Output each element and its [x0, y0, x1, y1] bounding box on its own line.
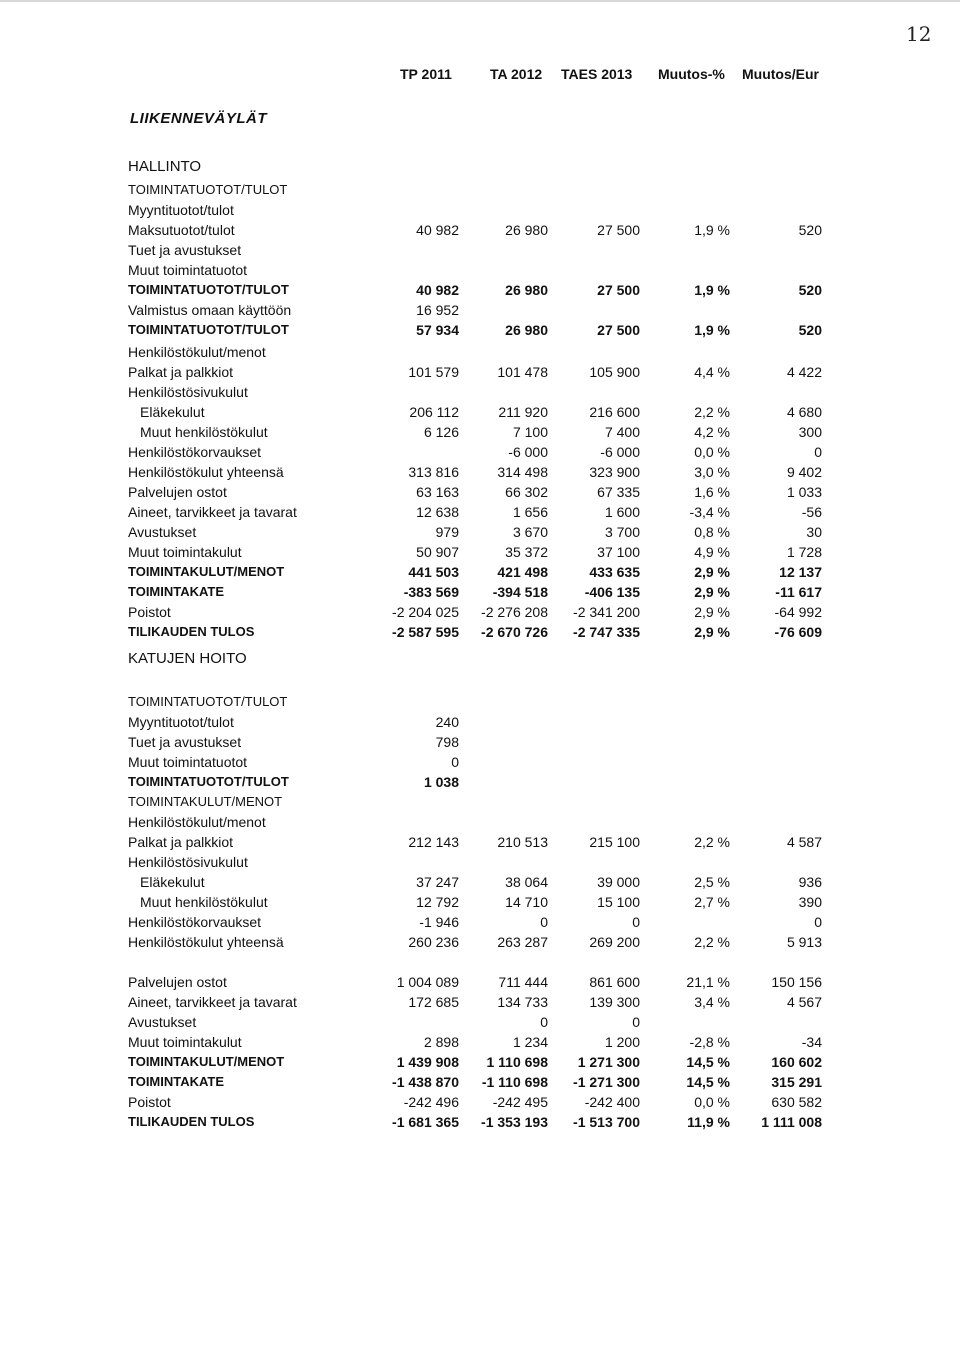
table-row	[0, 854, 960, 874]
row-value-col1: 7 100	[512, 424, 548, 440]
page-number-mark: 12	[906, 22, 932, 46]
row-value-col4: 520	[798, 322, 822, 338]
row-label: Henkilöstökulut/menot	[128, 814, 266, 830]
row-value-col1: 66 302	[505, 484, 548, 500]
table-row	[0, 302, 960, 322]
row-label: TOIMINTAKULUT/MENOT	[128, 564, 285, 579]
row-label: Muut toimintatuotot	[128, 754, 248, 770]
table-row	[0, 384, 960, 404]
row-value-col2: 39 000	[597, 874, 640, 890]
row-label: TILIKAUDEN TULOS	[128, 1114, 255, 1129]
row-value-col2: -2 341 200	[573, 604, 640, 620]
row-value-col3: 2,9 %	[694, 584, 730, 600]
document-title: LIIKENNEVÄYLÄT	[130, 110, 268, 127]
table-row	[0, 444, 960, 464]
row-label: Eläkekulut	[140, 404, 205, 420]
row-value-col3: 2,2 %	[694, 934, 730, 950]
row-value-col3: -2,8 %	[689, 1034, 730, 1050]
table-row	[0, 974, 960, 994]
row-value-col3: 21,1 %	[686, 974, 730, 990]
row-value-col4: -64 992	[774, 604, 822, 620]
row-value-col1: 134 733	[497, 994, 548, 1010]
row-value-col1: 0	[540, 1014, 548, 1030]
row-value-col2: 1 271 300	[577, 1054, 640, 1070]
row-value-col3: 4,2 %	[694, 424, 730, 440]
page-top-rule	[0, 0, 960, 2]
row-value-col4: 160 602	[771, 1054, 822, 1070]
row-value-col1: 26 980	[505, 322, 548, 338]
row-label: Muut toimintakulut	[128, 544, 242, 560]
row-value-col4: 630 582	[771, 1094, 822, 1110]
row-value-col1: -6 000	[508, 444, 548, 460]
row-value-col3: 1,9 %	[694, 222, 730, 238]
row-label: Henkilöstökorvaukset	[128, 914, 262, 930]
row-label: TOIMINTAKULUT/MENOT	[128, 1054, 285, 1069]
row-value-col0: 101 579	[408, 364, 459, 380]
table-row	[0, 484, 960, 504]
row-value-col0: 979	[435, 524, 459, 540]
row-value-col0: 260 236	[408, 934, 459, 950]
section-heading: KATUJEN HOITO	[128, 650, 247, 667]
row-value-col4: 4 680	[786, 404, 822, 420]
row-label: TOIMINTATUOTOT/TULOT	[128, 774, 289, 789]
table-row	[0, 524, 960, 544]
row-value-col4: 1 111 008	[761, 1114, 822, 1130]
row-value-col0: 12 792	[416, 894, 459, 910]
column-header-taes2013: TAES 2013	[561, 66, 633, 82]
table-row	[0, 364, 960, 384]
table-row	[0, 934, 960, 954]
row-value-col2: 105 900	[589, 364, 640, 380]
row-value-col1: 711 444	[498, 974, 548, 990]
row-value-col0: 37 247	[416, 874, 459, 890]
row-value-col1: 211 920	[498, 404, 548, 420]
row-label: Avustukset	[128, 1014, 197, 1030]
row-value-col0: 6 126	[423, 424, 459, 440]
row-value-col2: 37 100	[597, 544, 640, 560]
row-label: TOIMINTATUOTOT/TULOT	[128, 182, 288, 197]
row-value-col3: 2,2 %	[694, 404, 730, 420]
row-label: TOIMINTAKATE	[128, 584, 225, 599]
row-value-col1: -2 276 208	[481, 604, 548, 620]
row-value-col0: -383 569	[403, 584, 459, 600]
table-row	[0, 754, 960, 774]
row-value-col1: 210 513	[497, 834, 548, 850]
row-value-col1: 314 498	[497, 464, 548, 480]
table-row	[0, 734, 960, 754]
row-value-col1: 14 710	[505, 894, 548, 910]
row-value-col4: 0	[814, 914, 822, 930]
row-value-col0: 172 685	[408, 994, 459, 1010]
row-label: Palkat ja palkkiot	[128, 364, 234, 380]
row-value-col4: 520	[798, 222, 822, 238]
row-value-col4: -11 617	[775, 584, 822, 600]
table-row	[0, 344, 960, 364]
row-label: Valmistus omaan käyttöön	[128, 302, 292, 318]
row-label: Henkilöstökulut/menot	[128, 344, 266, 360]
row-value-col2: 323 900	[589, 464, 640, 480]
row-value-col3: 14,5 %	[686, 1074, 730, 1090]
row-value-col2: -6 000	[600, 444, 640, 460]
row-label: TOIMINTAKATE	[128, 1074, 225, 1089]
row-value-col0: 12 638	[416, 504, 459, 520]
row-value-col3: 14,5 %	[686, 1054, 730, 1070]
row-label: Palkat ja palkkiot	[128, 834, 234, 850]
table-row	[0, 1054, 960, 1074]
row-value-col3: 1,9 %	[694, 322, 730, 338]
row-value-col3: 2,5 %	[694, 874, 730, 890]
row-value-col3: -3,4 %	[689, 504, 730, 520]
row-label: Poistot	[128, 604, 171, 620]
row-value-col0: 0	[451, 754, 459, 770]
row-value-col4: 1 728	[786, 544, 822, 560]
row-value-col3: 1,9 %	[694, 282, 730, 298]
row-value-col2: 67 335	[597, 484, 640, 500]
row-value-col3: 4,9 %	[694, 544, 730, 560]
row-value-col2: 139 300	[589, 994, 640, 1010]
row-value-col2: 215 100	[589, 834, 640, 850]
table-row	[0, 282, 960, 302]
row-value-col1: 1 110 698	[486, 1054, 548, 1070]
row-value-col2: 15 100	[597, 894, 640, 910]
row-value-col0: 1 439 908	[396, 1054, 459, 1070]
row-value-col3: 0,0 %	[694, 1094, 730, 1110]
row-value-col2: 433 635	[589, 564, 640, 580]
row-value-col1: -1 110 698	[481, 1074, 548, 1090]
table-row	[0, 1114, 960, 1134]
table-row	[0, 874, 960, 894]
row-value-col4: 4 422	[786, 364, 822, 380]
row-value-col4: -76 609	[774, 624, 822, 640]
column-header-change-percent: Muutos-%	[658, 66, 725, 82]
row-value-col2: 0	[632, 1014, 640, 1030]
row-value-col4: 390	[798, 894, 822, 910]
row-value-col3: 2,2 %	[694, 834, 730, 850]
column-header-tp2011: TP 2011	[400, 66, 452, 82]
table-row	[0, 794, 960, 814]
row-value-col0: 1 004 089	[396, 974, 459, 990]
row-value-col3: 11,9 %	[687, 1114, 730, 1130]
row-value-col2: 7 400	[604, 424, 640, 440]
table-row	[0, 1074, 960, 1094]
row-label: Muut toimintatuotot	[128, 262, 248, 278]
row-label: TOIMINTATUOTOT/TULOT	[128, 322, 289, 337]
table-row	[0, 182, 960, 202]
table-row	[0, 564, 960, 584]
section-heading: HALLINTO	[128, 158, 202, 175]
row-value-col0: -2 587 595	[392, 624, 459, 640]
row-label: TOIMINTATUOTOT/TULOT	[128, 282, 289, 297]
table-row	[0, 202, 960, 222]
row-value-col1: 1 234	[512, 1034, 548, 1050]
row-value-col1: 421 498	[497, 564, 548, 580]
row-value-col4: 936	[798, 874, 822, 890]
row-value-col0: 16 952	[416, 302, 459, 318]
row-value-col0: 2 898	[423, 1034, 459, 1050]
table-row	[0, 714, 960, 734]
row-value-col2: 1 200	[604, 1034, 640, 1050]
row-value-col1: 26 980	[505, 282, 548, 298]
row-label: Tuet ja avustukset	[128, 242, 242, 258]
row-value-col2: -1 513 700	[573, 1114, 640, 1130]
row-label: Avustukset	[128, 524, 197, 540]
row-value-col3: 3,0 %	[694, 464, 730, 480]
row-value-col1: 1 656	[512, 504, 548, 520]
row-value-col0: 212 143	[408, 834, 459, 850]
row-label: Poistot	[128, 1094, 171, 1110]
row-value-col2: -406 135	[584, 584, 640, 600]
row-value-col3: 2,9 %	[694, 624, 730, 640]
table-row	[0, 694, 960, 714]
row-value-col4: 150 156	[771, 974, 822, 990]
table-row	[0, 424, 960, 444]
row-value-col0: 63 163	[416, 484, 459, 500]
row-label: Palvelujen ostot	[128, 974, 227, 990]
table-row	[0, 1014, 960, 1034]
row-label: TILIKAUDEN TULOS	[128, 624, 255, 639]
row-label: Tuet ja avustukset	[128, 734, 242, 750]
row-value-col2: 216 600	[589, 404, 640, 420]
table-row	[0, 504, 960, 524]
row-value-col2: 3 700	[604, 524, 640, 540]
row-value-col4: -56	[801, 504, 822, 520]
table-row	[0, 584, 960, 604]
row-value-col1: -242 495	[492, 1094, 548, 1110]
row-value-col3: 0,8 %	[694, 524, 730, 540]
table-row	[0, 222, 960, 242]
table-row	[0, 914, 960, 934]
table-row	[0, 604, 960, 624]
row-label: Eläkekulut	[140, 874, 205, 890]
row-value-col3: 2,9 %	[694, 604, 730, 620]
row-value-col2: 861 600	[589, 974, 640, 990]
table-row	[0, 624, 960, 644]
row-value-col0: -2 204 025	[392, 604, 459, 620]
table-row	[0, 774, 960, 794]
row-value-col1: -394 518	[492, 584, 548, 600]
row-value-col1: 3 670	[512, 524, 548, 540]
row-value-col4: 300	[798, 424, 822, 440]
row-value-col2: 0	[632, 914, 640, 930]
row-value-col0: 1 038	[423, 774, 459, 790]
row-value-col3: 2,9 %	[694, 564, 730, 580]
row-value-col0: -1 438 870	[392, 1074, 459, 1090]
row-value-col0: 798	[435, 734, 459, 750]
row-value-col2: -2 747 335	[573, 624, 640, 640]
table-row	[0, 404, 960, 424]
table-row	[0, 322, 960, 342]
row-value-col0: 40 982	[416, 282, 459, 298]
row-label: Myyntituotot/tulot	[128, 714, 234, 730]
row-value-col4: 4 567	[786, 994, 822, 1010]
row-value-col2: -242 400	[584, 1094, 640, 1110]
column-header-change-eur: Muutos/Eur	[742, 66, 819, 82]
row-value-col2: -1 271 300	[573, 1074, 640, 1090]
row-label: Henkilöstökulut yhteensä	[128, 464, 284, 480]
row-value-col3: 3,4 %	[694, 994, 730, 1010]
row-value-col0: 240	[435, 714, 459, 730]
row-value-col3: 1,6 %	[694, 484, 730, 500]
row-value-col1: -1 353 193	[481, 1114, 548, 1130]
row-label: Palvelujen ostot	[128, 484, 227, 500]
row-label: Henkilöstösivukulut	[128, 854, 248, 870]
row-label: Maksutuotot/tulot	[128, 222, 235, 238]
table-row	[0, 894, 960, 914]
row-value-col0: 441 503	[408, 564, 459, 580]
row-label: Henkilöstökulut yhteensä	[128, 934, 284, 950]
column-header-ta2012: TA 2012	[490, 66, 543, 82]
row-label: Myyntituotot/tulot	[128, 202, 234, 218]
row-label: TOIMINTAKULUT/MENOT	[128, 794, 283, 809]
table-row	[0, 1094, 960, 1114]
table-row	[0, 814, 960, 834]
row-value-col1: 101 478	[497, 364, 548, 380]
row-label: Aineet, tarvikkeet ja tavarat	[128, 504, 297, 520]
table-row	[0, 262, 960, 282]
table-row	[0, 242, 960, 262]
row-label: Muut toimintakulut	[128, 1034, 242, 1050]
row-value-col2: 27 500	[597, 282, 640, 298]
row-label: Muut henkilöstökulut	[140, 424, 268, 440]
row-label: Henkilöstösivukulut	[128, 384, 248, 400]
table-row	[0, 1034, 960, 1054]
row-value-col0: 313 816	[408, 464, 459, 480]
row-value-col4: 5 913	[786, 934, 822, 950]
row-value-col1: -2 670 726	[481, 624, 548, 640]
row-value-col4: 1 033	[786, 484, 822, 500]
table-row	[0, 994, 960, 1014]
row-value-col0: -1 681 365	[392, 1114, 459, 1130]
row-value-col0: -242 496	[403, 1094, 459, 1110]
row-value-col2: 27 500	[597, 222, 640, 238]
row-value-col1: 26 980	[505, 222, 548, 238]
table-row	[0, 464, 960, 484]
row-value-col2: 1 600	[604, 504, 640, 520]
row-value-col0: 57 934	[416, 322, 459, 338]
row-value-col4: 315 291	[771, 1074, 822, 1090]
row-value-col4: -34	[801, 1034, 822, 1050]
row-value-col3: 4,4 %	[694, 364, 730, 380]
row-value-col0: 40 982	[416, 222, 459, 238]
row-value-col0: 50 907	[416, 544, 459, 560]
row-value-col2: 27 500	[597, 322, 640, 338]
row-value-col0: -1 946	[419, 914, 459, 930]
row-value-col1: 0	[540, 914, 548, 930]
row-value-col4: 30	[806, 524, 822, 540]
row-value-col2: 269 200	[589, 934, 640, 950]
row-value-col1: 35 372	[505, 544, 548, 560]
row-value-col0: 206 112	[409, 404, 459, 420]
row-value-col4: 520	[798, 282, 822, 298]
row-label: Aineet, tarvikkeet ja tavarat	[128, 994, 297, 1010]
row-value-col1: 38 064	[505, 874, 548, 890]
row-value-col4: 4 587	[786, 834, 822, 850]
row-value-col4: 9 402	[786, 464, 822, 480]
row-label: Henkilöstökorvaukset	[128, 444, 262, 460]
table-row	[0, 834, 960, 854]
row-value-col3: 0,0 %	[694, 444, 730, 460]
table-row	[0, 544, 960, 564]
row-label: TOIMINTATUOTOT/TULOT	[128, 694, 288, 709]
row-value-col4: 12 137	[779, 564, 822, 580]
row-value-col3: 2,7 %	[694, 894, 730, 910]
row-value-col1: 263 287	[497, 934, 548, 950]
row-value-col4: 0	[814, 444, 822, 460]
row-label: Muut henkilöstökulut	[140, 894, 268, 910]
